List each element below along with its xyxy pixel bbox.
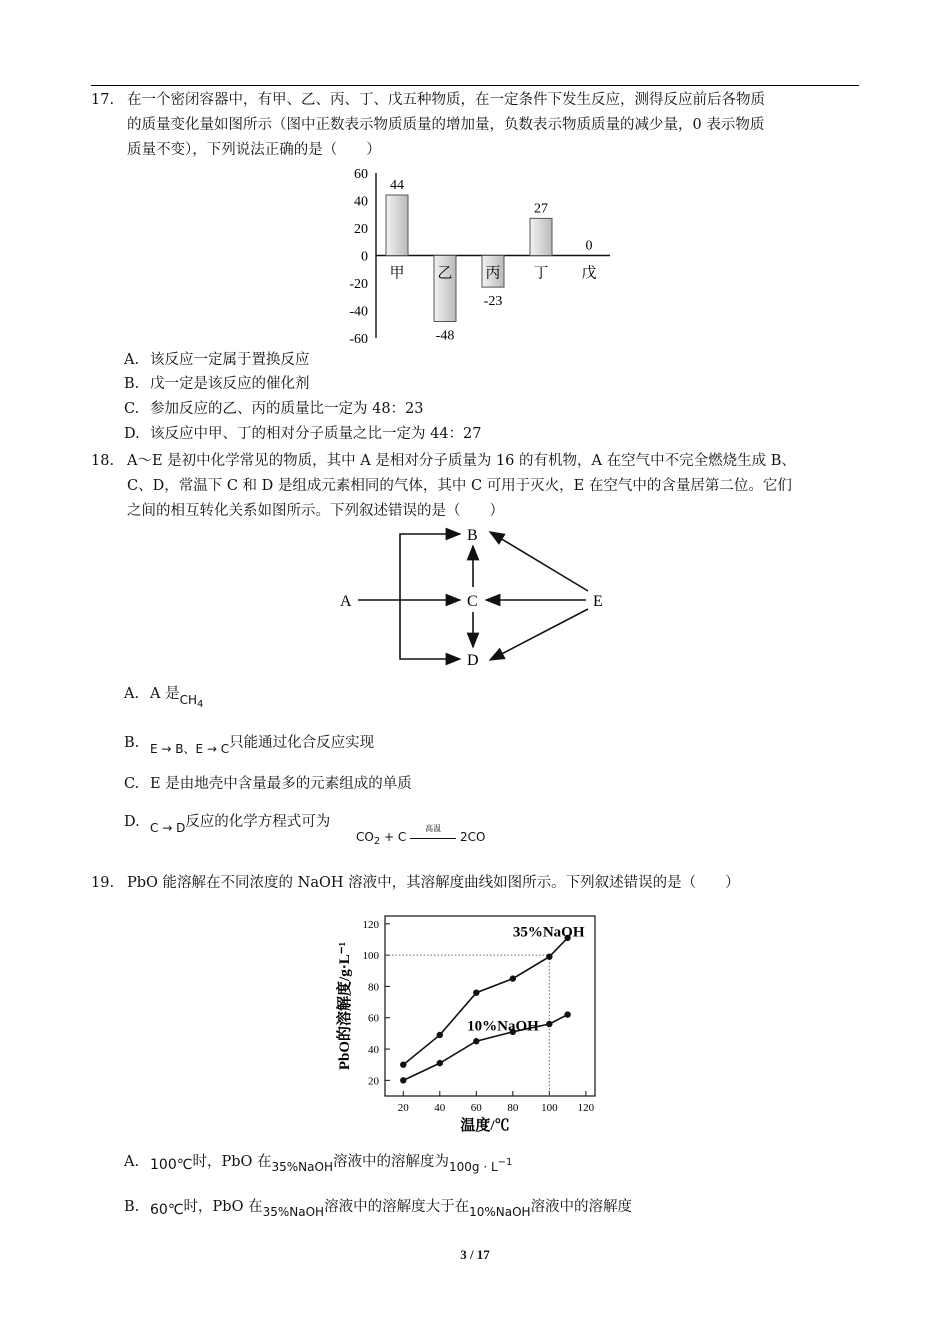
option-d[interactable] (124, 423, 482, 445)
x-tick-label: 80 (507, 1102, 519, 1114)
bar (530, 218, 552, 255)
y-tick-label: 0 (361, 249, 368, 265)
data-point (400, 1077, 406, 1083)
data-point (400, 1061, 406, 1067)
y-tick-label: 20 (368, 1075, 379, 1088)
option-c[interactable] (124, 398, 424, 420)
reaction-formula: C → D (150, 821, 186, 835)
option-text: 该反应中甲、丁的相对分子质量之比一定为 44：27 (150, 426, 482, 442)
question-stem (127, 449, 861, 524)
data-point (510, 975, 516, 981)
page-number: 3 / 17 (460, 1247, 490, 1262)
node-b: B (467, 527, 478, 544)
eq-reactant: CO (356, 830, 374, 844)
stem-line: 之间的相互转化关系如图所示。下列叙述错误的是（ ） (127, 503, 504, 519)
eq-plus: + C (384, 830, 407, 844)
question-number: 19. (91, 875, 115, 891)
y-tick-label: 80 (368, 981, 379, 994)
option-letter: A. (124, 1154, 140, 1170)
data-point (546, 953, 552, 959)
series-label: 10%NaOH (467, 1018, 539, 1035)
y-tick-label: 120 (362, 918, 379, 931)
category-label: 戊 (581, 265, 597, 282)
data-point (437, 1032, 443, 1038)
stem-line: 的质量变化量如图所示（图中正数表示物质质量的增加量，负数表示物质质量的减少量，0 表示物质 (127, 117, 765, 133)
data-label: 44 (390, 178, 404, 193)
option-text: 只能通过化合反应实现 (229, 735, 375, 751)
mass-change-bar-chart (338, 163, 618, 348)
stem-line: 在一个密闭容器中，有甲、乙、丙、丁、戊五种物质，在一定条件下发生反应，测得反应前后各物质 (127, 92, 765, 108)
x-axis-label: 温度/℃ (460, 1118, 510, 1134)
y-tick-label: -40 (349, 304, 368, 320)
data-point (437, 1060, 443, 1066)
option-c[interactable] (124, 773, 412, 795)
stem-line: PbO 能溶解在不同浓度的 NaOH 溶液中，其溶解度曲线如图所示。下列叙述错误的是（ ） (127, 875, 740, 891)
option-d[interactable] (124, 811, 330, 833)
x-tick-label: 60 (470, 1102, 482, 1114)
category-label: 丁 (533, 265, 549, 282)
reaction-formula: E → B、E → C (150, 742, 230, 756)
option-letter: B. (124, 1199, 140, 1215)
stem-line: C、D，常温下 C 和 D 是组成元素相同的气体，其中 C 可用于灭火，E 在空气中的含量居第二位。它们 (127, 478, 792, 494)
option-letter: C. (124, 401, 140, 417)
y-tick-label: 60 (354, 167, 368, 182)
eq-condition-arrow (410, 823, 456, 845)
node-d: D (467, 652, 479, 669)
formula-subscript: 4 (197, 699, 204, 710)
option-text: 戊一定是该反应的催化剂 (150, 376, 310, 392)
concentration: 35%NaOH (271, 1160, 333, 1174)
option-text: 时，PbO 在 (192, 1154, 272, 1170)
y-tick-label: 60 (368, 1012, 379, 1025)
bar (386, 195, 408, 256)
y-tick-label: 20 (354, 222, 368, 237)
eq-line (410, 838, 456, 839)
data-point (473, 989, 479, 995)
question-19 (91, 871, 861, 896)
option-text: 反应的化学方程式可为 (185, 814, 331, 830)
eq-product: 2CO (459, 830, 486, 844)
node-c: C (467, 593, 478, 610)
x-tick-label: 120 (577, 1102, 595, 1114)
formula-ch4 (179, 693, 204, 710)
data-label: -23 (483, 294, 503, 310)
question-number: 17. (91, 92, 115, 108)
data-label: 0 (585, 238, 593, 254)
option-text: E 是由地壳中含量最多的元素组成的单质 (150, 776, 412, 792)
question-number: 18. (91, 453, 115, 469)
concentration: 35%NaOH (262, 1205, 325, 1219)
arrow-a-b (400, 534, 460, 600)
option-text: 参加反应的乙、丙的质量比一定为 48：23 (150, 401, 424, 417)
data-point (546, 1021, 552, 1027)
option-text: 该反应一定属于置换反应 (150, 352, 310, 368)
stem-line: A～E 是初中化学常见的物质，其中 A 是相对分子质量为 16 的有机物，A 在空气中不完全燃烧生成 B、 (127, 453, 796, 469)
option-b[interactable] (124, 732, 374, 754)
chemical-equation (356, 823, 486, 847)
eq-subscript: 2 (373, 836, 381, 847)
question-17 (91, 88, 861, 163)
option-letter: B. (124, 735, 140, 751)
option-letter: C. (124, 776, 140, 792)
option-text: 溶液中的溶解度为 (332, 1154, 449, 1170)
question-stem (127, 88, 861, 163)
y-tick-label: -60 (349, 332, 368, 347)
option-a[interactable] (124, 349, 310, 371)
node-e: E (593, 593, 603, 610)
option-letter: D. (124, 426, 140, 442)
question-stem (127, 871, 861, 896)
option-text: 溶液中的溶解度大于在 (324, 1199, 470, 1215)
x-tick-label: 100 (541, 1102, 558, 1114)
option-text: A 是 (150, 686, 180, 702)
temperature-value: 60℃ (150, 1202, 184, 1218)
series-line (403, 938, 567, 1065)
option-a[interactable] (124, 683, 203, 710)
x-tick-label: 40 (434, 1102, 446, 1114)
value-text: 100g · L (448, 1160, 498, 1174)
conversion-diagram (330, 520, 620, 675)
option-text: 溶液中的溶解度 (530, 1199, 633, 1215)
option-letter: D. (124, 814, 140, 830)
value-superscript: −1 (497, 1157, 513, 1168)
arrow-e-d (490, 609, 588, 660)
data-point (564, 1011, 570, 1017)
solubility-value (448, 1157, 513, 1174)
category-label: 丙 (485, 265, 501, 282)
x-tick-label: 20 (397, 1102, 409, 1114)
option-text: 时，PbO 在 (183, 1199, 263, 1215)
node-a: A (340, 593, 352, 610)
y-tick-label: -20 (349, 277, 368, 292)
category-label: 甲 (389, 265, 405, 282)
option-b[interactable] (124, 373, 310, 395)
y-tick-label: 40 (368, 1044, 379, 1057)
category-label: 乙 (437, 265, 453, 282)
top-rule (91, 85, 859, 86)
data-label: 27 (534, 201, 548, 217)
arrow-a-d (400, 600, 460, 659)
formula-text: CH (179, 693, 197, 707)
option-b[interactable] (124, 1196, 632, 1218)
data-point (473, 1038, 479, 1044)
series-label: 35%NaOH (512, 924, 585, 941)
arrow-e-b (490, 532, 588, 591)
y-tick-label: 100 (362, 950, 379, 963)
option-letter: A. (124, 686, 140, 702)
stem-line: 质量不变），下列说法正确的是（ ） (127, 142, 381, 158)
option-letter: B. (124, 376, 140, 392)
y-axis-label: PbO的溶解度/g·L⁻¹ (337, 941, 353, 1071)
solubility-line-chart (325, 896, 625, 1136)
y-tick-label: 40 (354, 194, 368, 210)
temperature-value: 100℃ (150, 1157, 193, 1173)
eq-condition: 高温 (425, 823, 442, 833)
data-label: -48 (435, 328, 455, 344)
question-18 (91, 449, 861, 524)
concentration: 10%NaOH (469, 1205, 531, 1219)
option-a[interactable] (124, 1147, 512, 1173)
option-letter: A. (124, 352, 140, 368)
